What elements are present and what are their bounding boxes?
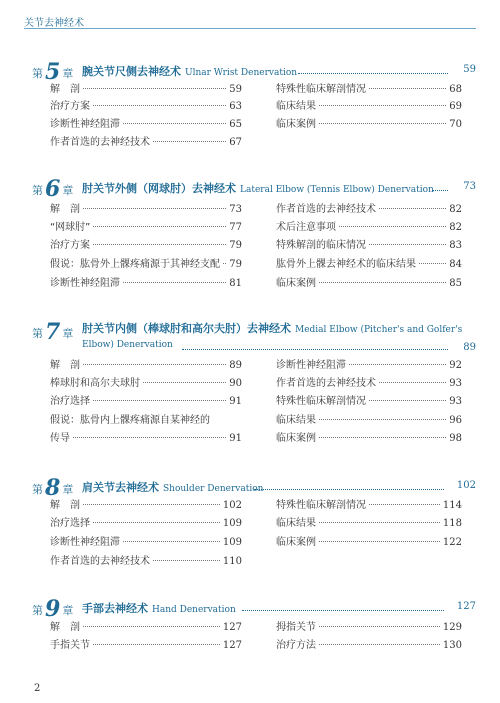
leader-dots <box>432 190 448 191</box>
toc-entry[interactable]: 临床结果 96 <box>276 415 462 426</box>
toc-entry[interactable]: 诊断性神经阻滞 109 <box>50 537 242 548</box>
chapter-7-header[interactable] <box>32 319 478 353</box>
chapter-title: 肘关节外侧（网球肘）去神经术 Lateral Elbow (Tennis Elbow) Denervation <box>82 182 434 195</box>
toc-entry[interactable]: “网球肘” 77 <box>50 222 242 233</box>
toc-entry[interactable]: 解 剖 89 <box>50 360 242 371</box>
chapter-page: 89 <box>463 342 476 353</box>
chapter-6-header[interactable] <box>32 176 478 202</box>
running-head-bar <box>24 6 476 29</box>
toc-entry[interactable]: 解 剖 102 <box>50 500 242 511</box>
toc-entry[interactable]: 作者首选的去神经技术 93 <box>276 378 462 389</box>
chapter-title-continued: Elbow) Denervation <box>82 340 173 350</box>
chapter-label: 第7 章 <box>32 319 74 345</box>
chapter-8-header[interactable] <box>32 475 478 501</box>
toc-entry[interactable]: 临床结果 69 <box>276 101 462 112</box>
toc-entry[interactable]: 特殊性临床解剖情况 114 <box>276 500 462 511</box>
toc-entry[interactable]: 治疗选择 91 <box>50 396 242 407</box>
chapter-5-header[interactable] <box>32 59 478 85</box>
chapter-page: 102 <box>456 480 476 491</box>
toc-entry[interactable]: 棒球肘和高尔夫球肘 90 <box>50 378 242 389</box>
toc-entry[interactable]: 肱骨外上髁去神经术的临床结果 84 <box>276 259 462 270</box>
toc-entry[interactable]: 作者首选的去神经技术 110 <box>50 556 242 567</box>
chapter-9-header[interactable] <box>32 596 478 622</box>
chapter-page: 127 <box>456 601 476 612</box>
toc-entry[interactable]: 诊断性神经阻滞 81 <box>50 278 242 289</box>
leader-dots <box>242 610 444 611</box>
toc-entry[interactable]: 临床结果 118 <box>276 518 462 529</box>
toc-entry[interactable]: 诊断性神经阻滞 92 <box>276 360 462 371</box>
toc-entry[interactable]: 作者首选的去神经技术 82 <box>276 204 462 215</box>
leader-dots <box>298 73 448 74</box>
toc-entry[interactable]: 术后注意事项 82 <box>276 222 462 233</box>
toc-entry[interactable]: 临床案例 85 <box>276 278 462 289</box>
chapter-label: 第6 章 <box>32 176 74 202</box>
leader-dots <box>254 489 444 490</box>
running-head: 关节去神经术 <box>24 18 84 29</box>
toc-entry[interactable]: 手指关节 127 <box>50 640 242 651</box>
toc-entry[interactable]: 治疗方案 79 <box>50 240 242 251</box>
toc-entry[interactable]: 诊断性神经阻滞 65 <box>50 119 242 130</box>
toc-entry[interactable]: 特殊解剖的临床情况 83 <box>276 240 462 251</box>
chapter-title: 肩关节去神经术 Shoulder Denervation <box>82 481 264 494</box>
toc-entry[interactable]: 传导 91 <box>50 433 242 444</box>
chapter-title: 肘关节内侧（棒球肘和高尔夫肘）去神经术 Medial Elbow (Pitcher's and Golfer's <box>82 322 463 335</box>
toc-entry[interactable]: 临床案例 70 <box>276 119 462 130</box>
leader-dots <box>182 349 448 350</box>
chapter-label: 第9 章 <box>32 596 74 622</box>
toc-entry[interactable]: 解 剖 73 <box>50 204 242 215</box>
chapter-title: 手部去神经术 Hand Denervation <box>82 602 236 615</box>
toc-entry[interactable]: 解 剖 59 <box>50 84 242 95</box>
toc-entry[interactable]: 解 剖 127 <box>50 622 242 633</box>
toc-entry[interactable]: 假说：肱骨外上髁疼痛源于其神经支配 79 <box>50 259 242 270</box>
toc-entry[interactable]: 特殊性临床解剖情况 68 <box>276 84 462 95</box>
chapter-page: 73 <box>463 181 476 192</box>
toc-entry[interactable]: 作者首选的去神经技术 67 <box>50 137 242 148</box>
chapter-label: 第8 章 <box>32 475 74 501</box>
toc-entry[interactable]: 临床案例 122 <box>276 537 462 548</box>
chapter-page: 59 <box>463 64 476 75</box>
chapter-title: 腕关节尺侧去神经术 Ulnar Wrist Denervation <box>82 65 298 78</box>
page-number: 2 <box>34 683 41 694</box>
toc-entry[interactable]: 治疗方法 130 <box>276 640 462 651</box>
chapter-label: 第5 章 <box>32 59 74 85</box>
toc-entry[interactable]: 治疗方案 63 <box>50 101 242 112</box>
toc-entry[interactable]: 特殊性临床解剖情况 93 <box>276 396 462 407</box>
toc-entry[interactable]: 治疗选择 109 <box>50 518 242 529</box>
toc-entry-line1[interactable]: 假说：肱骨内上髁疼痛源自某神经的 <box>50 415 210 426</box>
toc-entry[interactable]: 临床案例 98 <box>276 433 462 444</box>
toc-entry[interactable]: 拇指关节 129 <box>276 622 462 633</box>
